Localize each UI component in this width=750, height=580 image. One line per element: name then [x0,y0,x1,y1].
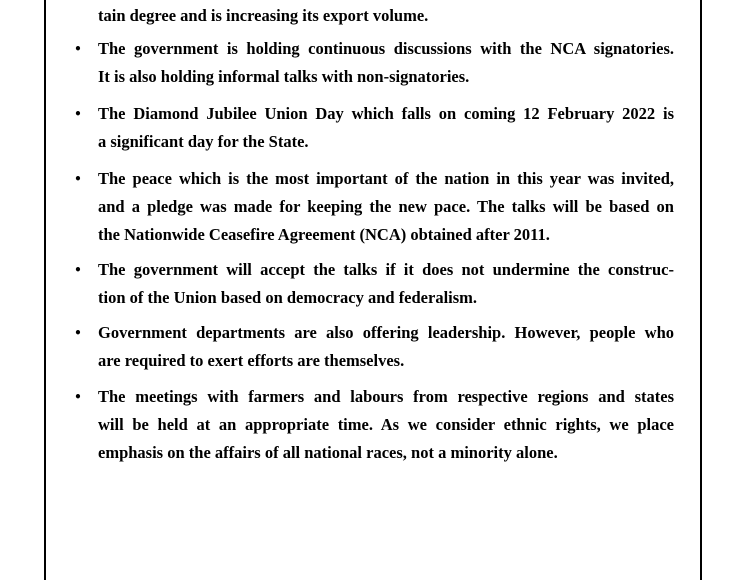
bullet-marker: • [74,326,82,340]
bullet-6-line-3: emphasis on the affairs of all national races, not a minority alone. [98,443,558,462]
bullet-3-line-3: the Nationwide Ceasefire Agreement (NCA) obtained after 2011. [98,225,550,244]
bullet-marker: • [74,42,82,56]
bullet-3-line-1: The peace which is the most important of the nation in this year was invited, [98,169,674,188]
bullet-1-line-2: It is also holding informal talks with non-signatories. [98,67,470,86]
bullet-3-line-2: and a pledge was made for keeping the new pace. The talks will be based on [98,197,674,216]
bullet-marker: • [74,263,82,277]
bullet-2-line-1: The Diamond Jubilee Union Day which falls on coming 12 February 2022 is [98,104,674,123]
bullet-6-line-2: will be held at an appropriate time. As we consider ethnic rights, we place [98,415,674,434]
bullet-marker: • [74,390,82,404]
bullet-4-line-2: tion of the Union based on democracy and federalism. [98,288,478,307]
bullet-1-line-1: The government is holding continuous discussions with the NCA signatories. [98,39,674,58]
bullet-5-line-2: are required to exert efforts are themselves. [98,351,405,370]
bullet-2-line-2: a significant day for the State. [98,132,309,151]
bullet-marker: • [74,172,82,186]
bullet-4-line-1: The government will accept the talks if it does not undermine the construc- [98,260,674,279]
bullet-6-line-1: The meetings with farmers and labours from respective regions and states [98,387,674,406]
bullet-marker: • [74,107,82,121]
bullet-5-line-1: Government departments are also offering leadership. However, people who [98,323,674,342]
continuation-line: tain degree and is increasing its export volume. [98,6,429,25]
